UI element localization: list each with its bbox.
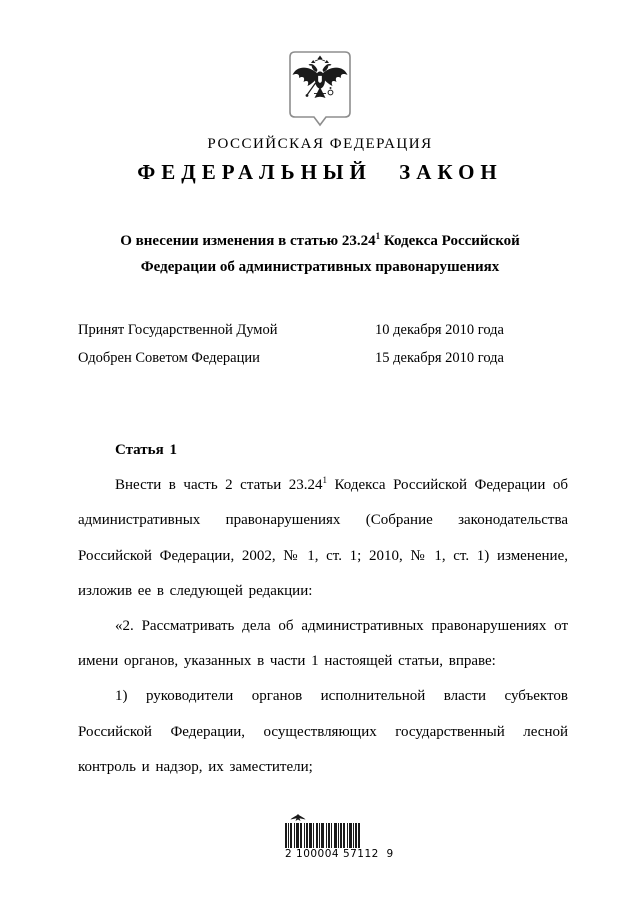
passed-date: 10 декабря 2010 года bbox=[375, 322, 504, 338]
article-heading: Статья 1 bbox=[115, 442, 177, 458]
paragraph-1-text-after: Кодекса Российской Федерации об административных правонарушениях (Собрание законодательства Российской Федерации, 2002, № 1, ст. 1; 2010, № 1, ст. 1) изменение, изложив ее в следующей редакции: bbox=[78, 477, 568, 599]
passed-label: Принят Государственной Думой bbox=[78, 322, 278, 338]
law-title-superscript: 1 bbox=[375, 231, 381, 241]
paragraph-1-text: Внести в часть 2 статьи 23.24 bbox=[115, 477, 323, 494]
paragraph-1 bbox=[78, 468, 568, 609]
law-title-text-after: Кодекса Российской Федерации об административных правонарушениях bbox=[140, 233, 520, 275]
coat-of-arms-icon bbox=[288, 50, 352, 128]
document-type-heading: ФЕДЕРАЛЬНЫЙ ЗАКОН bbox=[137, 160, 503, 184]
barcode-block bbox=[285, 813, 394, 860]
law-body bbox=[78, 433, 568, 785]
paragraph-1-superscript: 1 bbox=[322, 475, 328, 486]
paragraph-2: «2. Рассматривать дела об административных правонарушениях от имени органов, указанных в части 1 настоящей статьи, вправе: bbox=[78, 618, 568, 670]
approved-row bbox=[78, 344, 568, 372]
adoption-block bbox=[78, 316, 568, 372]
passed-row bbox=[78, 316, 568, 344]
paragraph-3: 1) руководители органов исполнительной власти субъектов Российской Федерации, осуществляющих государственный лесной контроль и надзор, их заместители; bbox=[78, 688, 568, 775]
law-title-text: О внесении изменения в статью 23.24 bbox=[120, 233, 376, 249]
barcode bbox=[285, 823, 365, 848]
small-eagle-icon bbox=[289, 813, 307, 823]
approved-date: 15 декабря 2010 года bbox=[375, 350, 504, 366]
barcode-number: 2 100004 57112 9 bbox=[285, 848, 394, 860]
law-title bbox=[95, 228, 545, 280]
approved-label: Одобрен Советом Федерации bbox=[78, 350, 260, 366]
country-name: РОССИЙСКАЯ ФЕДЕРАЦИЯ bbox=[207, 136, 433, 152]
